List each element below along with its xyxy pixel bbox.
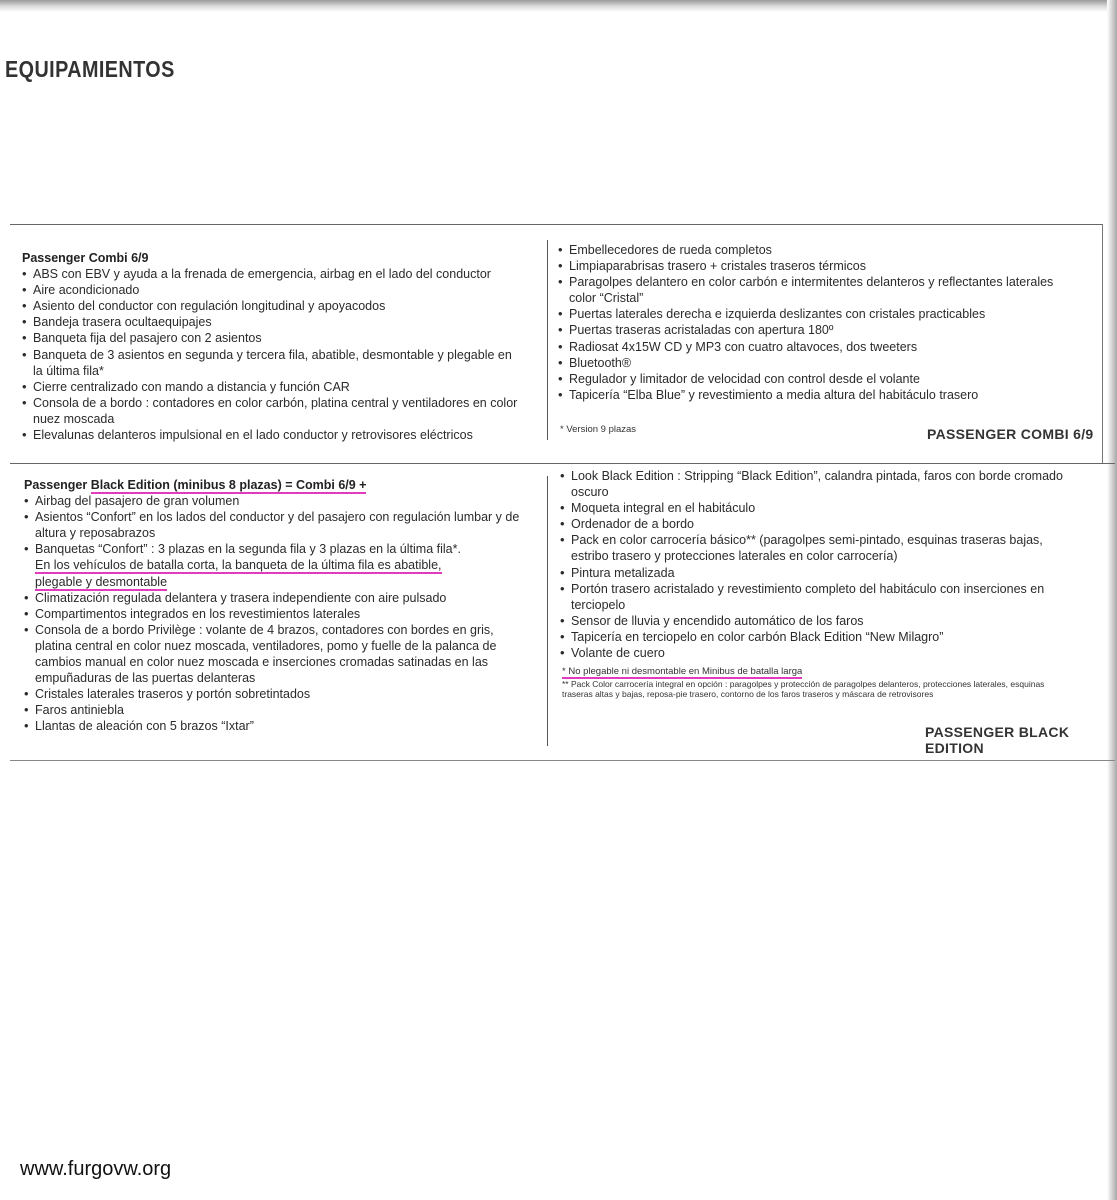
list-item: • Bandeja trasera ocultaequipajes [22, 314, 522, 330]
list-item: • Consola de a bordo Privilège : volante de 4 brazos, contadores con bordes en gris, platina central en color nuez moscada, ventiladores, pomo y fuelle de la palanca de cambios manual en color nuez moscada e inserciones cromadas satinadas en las empuñaduras de las puertas delanteras [24, 622, 524, 686]
list-item: • Cristales laterales traseros y portón sobretintados [24, 686, 524, 702]
combi-footnote: * Version 9 plazas [560, 424, 637, 435]
list-item [24, 541, 524, 589]
black-right-column [560, 468, 1080, 661]
list-item: • Sensor de lluvia y encendido automático de los faros [560, 613, 1080, 629]
black-heading-highlight: Black Edition (minibus 8 plazas) = Combi 6/9 + [90, 478, 367, 492]
black-edition-divider [547, 476, 548, 746]
black-left-list-2 [24, 590, 524, 735]
list-item: • Llantas de aleación con 5 brazos “Ixtar” [24, 718, 524, 734]
banquetas-text: Banquetas “Confort” : 3 plazas en la segunda fila y 3 plazas en la última fila*. [35, 542, 461, 557]
page-shadow-top [0, 0, 1117, 12]
list-item: • Asiento del conductor con regulación longitudinal y apoyacodos [22, 298, 522, 314]
combi-left-column [22, 250, 522, 443]
black-footnote-1 [562, 666, 1082, 677]
list-item: • Look Black Edition : Stripping “Black Edition”, calandra pintada, faros con borde cromado oscuro [560, 468, 1080, 500]
list-item: • Airbag del pasajero de gran volumen [24, 493, 524, 509]
list-item: • Regulador y limitador de velocidad con control desde el volante [558, 371, 1078, 387]
black-left-list [24, 493, 524, 590]
banquetas-highlight-1: En los vehículos de batalla corta, la banqueta de la última fila es abatible, [35, 558, 442, 573]
list-item: • Aire acondicionado [22, 282, 522, 298]
list-item: • Limpiaparabrisas trasero + cristales traseros térmicos [558, 258, 1078, 274]
list-item: • Tapicería en terciopelo en color carbón Black Edition “New Milagro” [560, 629, 1080, 645]
black-footnote-1-text: * No plegable ni desmontable en Minibus de batalla larga [562, 666, 803, 677]
list-item: • Compartimentos integrados en los revestimientos laterales [24, 606, 524, 622]
list-item: • Tapicería “Elba Blue” y revestimiento a media altura del habitáculo trasero [558, 387, 1078, 403]
list-item: • Paragolpes delantero en color carbón e intermitentes delanteros y reflectantes laterales color “Cristal” [558, 274, 1078, 306]
combi-right-column [558, 242, 1078, 403]
black-heading-prefix: Passenger [24, 478, 91, 492]
list-item: • Portón trasero acristalado y revestimiento completo del habitáculo con inserciones en terciopelo [560, 581, 1080, 613]
watermark: www.furgovw.org [20, 1158, 172, 1180]
list-item: • Pintura metalizada [560, 565, 1080, 581]
list-item: • Banqueta fija del pasajero con 2 asientos [22, 330, 522, 346]
list-item: • Volante de cuero [560, 645, 1080, 661]
list-item: • Consola de a bordo : contadores en color carbón, platina central y ventiladores en color nuez moscada [22, 395, 522, 427]
black-left-column [24, 477, 524, 735]
combi-left-list [22, 266, 522, 443]
combi-section-label: PASSENGER COMBI 6/9 [927, 426, 1094, 442]
list-item: • ABS con EBV y ayuda a la frenada de emergencia, airbag en el lado del conductor [22, 266, 522, 282]
list-item: • Pack en color carrocería básico** (paragolpes semi-pintado, esquinas traseras bajas, estribo trasero y protecciones laterales en color carrocería) [560, 532, 1080, 564]
list-item: • Moqueta integral en el habitáculo [560, 500, 1080, 516]
list-item: • Embellecedores de rueda completos [558, 242, 1078, 258]
page-title: EQUIPAMIENTOS [5, 56, 175, 82]
black-section-label: PASSENGER BLACK EDITION [925, 724, 1070, 756]
list-item: • Banqueta de 3 asientos en segunda y tercera fila, abatible, desmontable y plegable en la última fila* [22, 347, 522, 379]
list-item: • Puertas traseras acristaladas con apertura 180º [558, 322, 1078, 338]
black-right-list [560, 468, 1080, 661]
black-footnote-2: ** Pack Color carrocería integral en opción : paragolpes y protección de paragolpes delanteros, protecciones laterales, esquinas traseras altas y bajas, reposa-pie trasero, contorno de los faros traseros y máscara de retrovisores [562, 679, 1045, 699]
list-item: • Asientos “Confort” en los lados del conductor y del pasajero con regulación lumbar y de altura y reposabrazos [24, 509, 524, 541]
list-item: • Radiosat 4x15W CD y MP3 con cuatro altavoces, dos tweeters [558, 339, 1078, 355]
combi-right-list [558, 242, 1078, 403]
list-item: • Puertas laterales derecha e izquierda deslizantes con cristales practicables [558, 306, 1078, 322]
list-item: • Climatización regulada delantera y trasera independiente con aire pulsado [24, 590, 524, 606]
black-heading [24, 477, 524, 493]
list-item: • Cierre centralizado con mando a distancia y función CAR [22, 379, 522, 395]
list-item: • Elevalunas delanteros impulsional en el lado conductor y retrovisores eléctricos [22, 427, 522, 443]
combi-heading: Passenger Combi 6/9 [22, 251, 149, 265]
list-item: • Bluetooth® [558, 355, 1078, 371]
combi-divider [547, 240, 548, 440]
banquetas-highlight-2: plegable y desmontable [35, 574, 168, 589]
list-item: • Faros antiniebla [24, 702, 524, 718]
list-item: • Ordenador de a bordo [560, 516, 1080, 532]
